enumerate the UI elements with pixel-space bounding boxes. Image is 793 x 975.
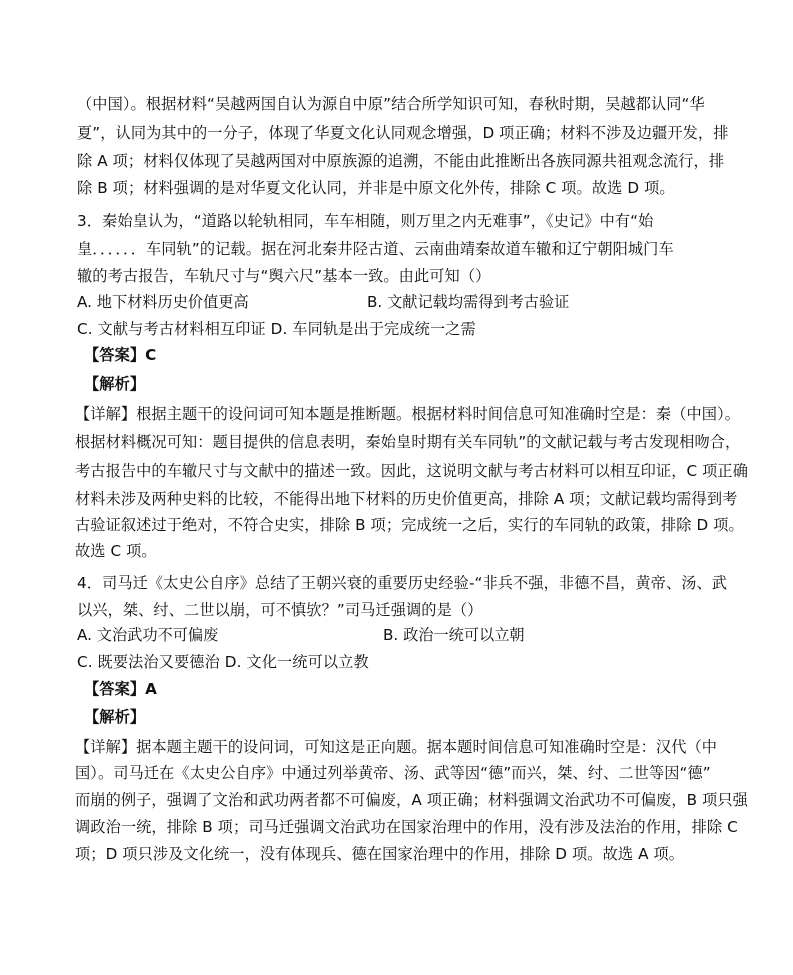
question-4-options-cd: C. 既要法治又要德治 D. 文化一统可以立教 (77, 653, 369, 671)
question-3-detail: 考古报告中的车辙尺寸与文献中的描述一致。因此，这说明文献与考古材料可以相互印证，C 项正确 (75, 462, 748, 480)
question-3-detail: 根据材料概况可知：题目提供的信息表明，秦始皇时期有关车同轨”的文献记载与考古发现相吻合， (75, 433, 741, 451)
question-4-answer: 【答案】A (84, 680, 158, 698)
question-3-options-cd: C. 文献与考古材料相互印证 D. 车同轨是出于完成统一之需 (77, 320, 476, 338)
question-4-stem: 以兴，桀、纣、二世以崩，可不慎欤？”司马迁强调的是（） (77, 601, 483, 619)
question-4-stem: 4．司马迁《太史公自序》总结了王朝兴衰的重要历史经验-“非兵不强，非德不昌，黄帝、汤、武 (77, 574, 728, 592)
question-3-detail: 材料未涉及两种史料的比较，不能得出地下材料的历史价值更高，排除 A 项；文献记载均需得到考 (75, 490, 738, 508)
question-3-stem: 辙的考古报告，车轨尺寸与“舆六尺”基本一致。由此可知（） (77, 267, 491, 285)
question-3-option-a: A. 地下材料历史价值更高 (77, 293, 249, 311)
question-3-detail: 【详解】根据主题干的设问词可知本题是推断题。根据材料时间信息可知准确时空是：秦（中国）。 (75, 405, 741, 423)
question-4-detail: 【详解】据本题主题干的设问词，可知这是正向题。据本题时间信息可知准确时空是：汉代（中 (75, 738, 718, 756)
question-3-stem: 皇．．．．．．车同轨”的记载。据在河北秦井陉古道、云南曲靖秦故道车辙和辽宁朝阳城门车 (77, 240, 674, 258)
question-3-stem: 3．秦始皇认为，“道路以轮轨相同，车车相随，则万里之内无难事”，《史记》中有“始 (77, 212, 654, 230)
question-4-analysis-label: 【解析】 (84, 708, 146, 726)
question-3-option-b: B. 文献记载均需得到考古验证 (367, 293, 570, 311)
question-4-detail: 项；D 项只涉及文化统一，没有体现兵、德在国家治理中的作用，排除 D 项。故选 A 项。 (75, 845, 685, 863)
question-4-detail: 调政治一统，排除 B 项；司马迁强调文治武功在国家治理中的作用，没有涉及法治的作用，排除 C (75, 818, 738, 836)
question-4-detail: 而崩的例子，强调了文治和武功两者都不可偏废，A 项正确；材料强调文治武功不可偏废，B 项只强 (75, 791, 748, 809)
question-3-analysis-label: 【解析】 (84, 375, 146, 393)
analysis-line: （中国）。根据材料“吴越两国自认为源自中原”结合所学知识可知，春秋时期，吴越都认同“华 (77, 95, 705, 113)
question-4-options-ab (0, 625, 793, 645)
question-3-options-ab (0, 292, 793, 312)
question-4-option-b: B. 政治一统可以立朝 (383, 626, 525, 644)
question-4-detail: 国）。司马迁在《太史公自序》中通过列举黄帝、汤、武等因“德”而兴，桀、纣、二世等因“德” (75, 764, 711, 782)
question-3-detail: 古验证叙述过于绝对，不符合史实，排除 B 项；完成统一之后，实行的车同轨的政策，排除 D 项。 (75, 516, 744, 534)
analysis-line: 除 A 项；材料仅体现了吴越两国对中原族源的追溯，不能由此推断出各族同源共祖观念流行，排 (77, 152, 725, 170)
analysis-line: 除 B 项；材料强调的是对华夏文化认同，并非是中原文化外传，排除 C 项。故选 D 项。 (77, 179, 675, 197)
analysis-line: 夏”，认同为其中的一分子，体现了华夏文化认同观念增强，D 项正确；材料不涉及边疆开发，排 (77, 124, 729, 142)
question-3-detail: 故选 C 项。 (75, 542, 157, 560)
question-4-option-a: A. 文治武功不可偏废 (77, 626, 219, 644)
question-3-answer: 【答案】C (84, 346, 157, 364)
